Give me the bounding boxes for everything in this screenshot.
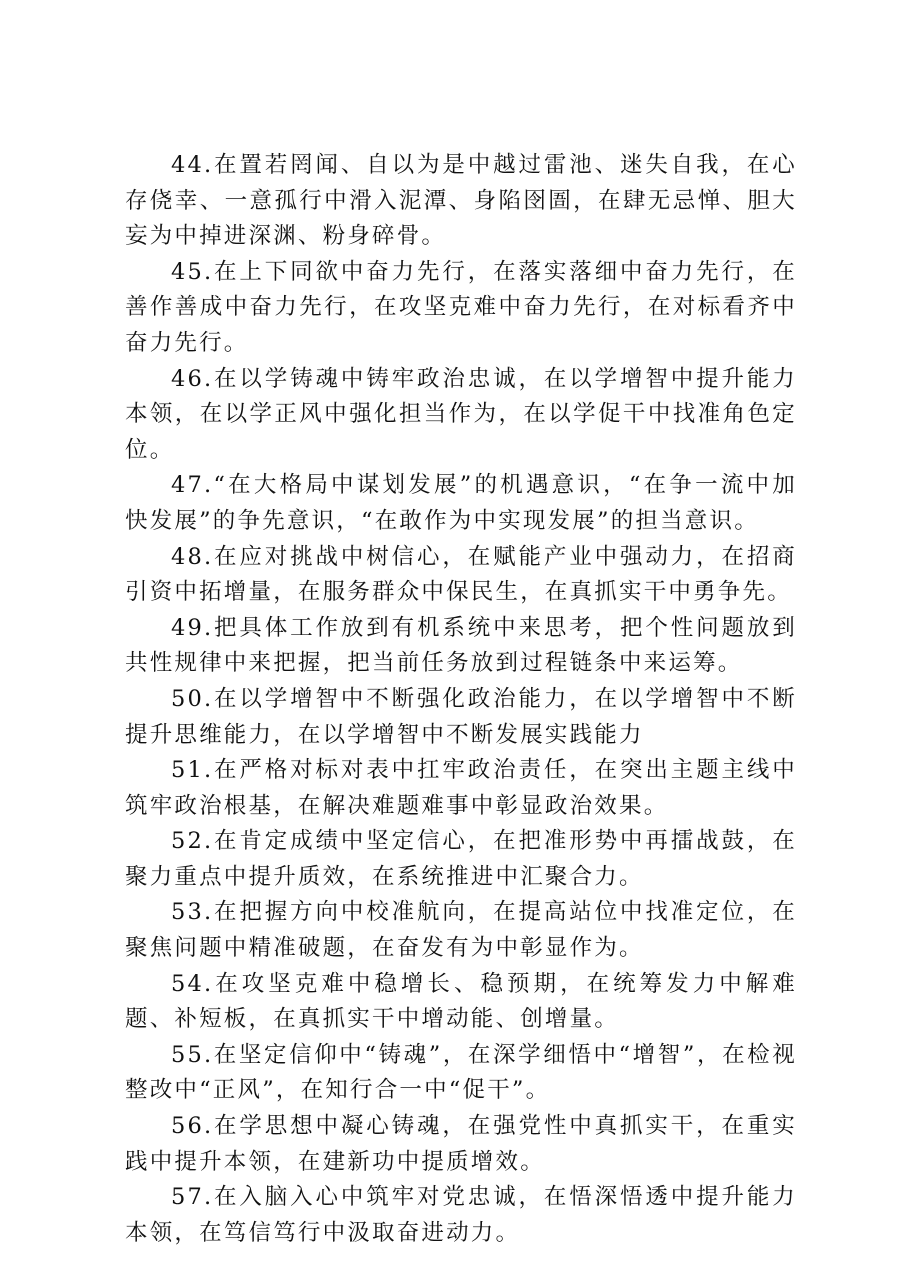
paragraph-54: 54.在攻坚克难中稳增长、稳预期，在统筹发力中解难题、补短板，在真抓实干中增动能、创增量。 — [125, 970, 797, 1033]
paragraph-53: 53.在把握方向中校准航向，在提高站位中找准定位，在聚焦问题中精准破题，在奋发有为中彰显作为。 — [125, 899, 797, 962]
paragraph-50: 50.在以学增智中不断强化政治能力，在以学增智中不断提升思维能力，在以学增智中不断发展实践能力 — [125, 685, 797, 748]
paragraph-55: 55.在坚定信仰中“铸魂”，在深学细悟中“增智”，在检视整改中“正风”，在知行合一中“促干”。 — [125, 1041, 797, 1104]
paragraph-47: 47.“在大格局中谋划发展”的机遇意识，“在争一流中加快发展”的争先意识，“在敢作为中实现发展”的担当意识。 — [125, 472, 797, 534]
paragraph-44: 44.在置若罔闻、自以为是中越过雷池、迷失自我，在心存侥幸、一意孤行中滑入泥潭、身陷囹圄，在肆无忌惮、胆大妄为中掉进深渊、粉身碎骨。 — [125, 152, 797, 250]
paragraph-49: 49.把具体工作放到有机系统中来思考，把个性问题放到共性规律中来把握，把当前任务放到过程链条中来运筹。 — [125, 614, 797, 677]
paragraph-46: 46.在以学铸魂中铸牢政治忠诚，在以学增智中提升能力本领，在以学正风中强化担当作为，在以学促干中找准角色定位。 — [125, 365, 797, 463]
paragraph-57: 57.在入脑入心中筑牢对党忠诚，在悟深悟透中提升能力本领，在笃信笃行中汲取奋进动力。 — [125, 1184, 797, 1246]
paragraph-51: 51.在严格对标对表中扛牢政治责任，在突出主题主线中筑牢政治根基，在解决难题难事中彰显政治效果。 — [125, 757, 797, 819]
document-body — [125, 148, 797, 1251]
paragraph-56: 56.在学思想中凝心铸魂，在强党性中真抓实干，在重实践中提升本领，在建新功中提质增效。 — [125, 1113, 797, 1175]
paragraph-52: 52.在肯定成绩中坚定信心，在把准形势中再擂战鼓，在聚力重点中提升质效，在系统推进中汇聚合力。 — [125, 828, 797, 890]
paragraph-45: 45.在上下同欲中奋力先行，在落实落细中奋力先行，在善作善成中奋力先行，在攻坚克难中奋力先行，在对标看齐中奋力先行。 — [125, 258, 797, 356]
paragraph-48: 48.在应对挑战中树信心，在赋能产业中强动力，在招商引资中拓增量，在服务群众中保民生，在真抓实干中勇争先。 — [125, 543, 797, 606]
